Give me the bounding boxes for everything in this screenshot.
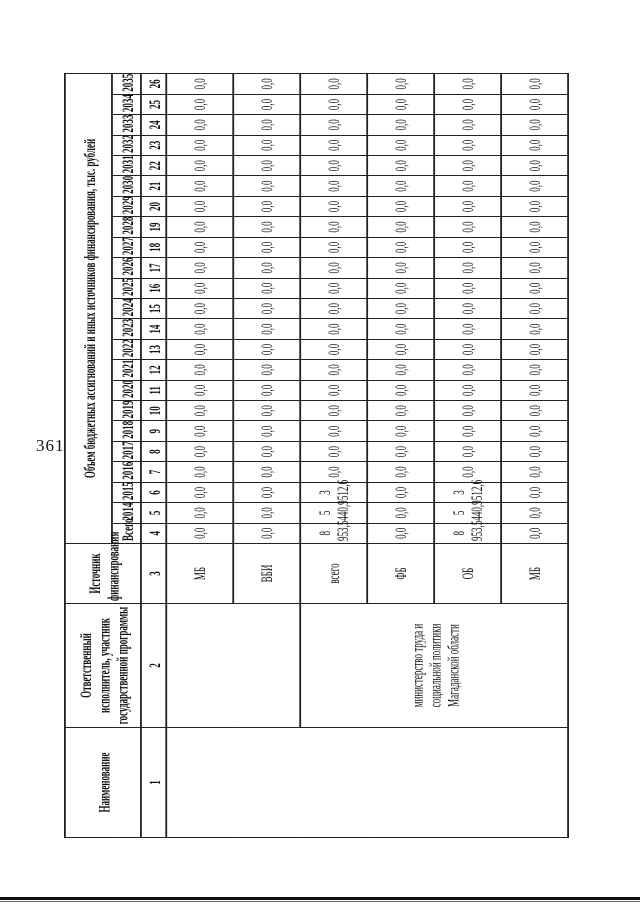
value-cell: 0,0 xyxy=(501,462,568,482)
column-number: 8 xyxy=(141,441,166,461)
value-cell: 0,0 xyxy=(300,421,367,441)
value-cell: 0,0 xyxy=(233,298,300,318)
value-cell: 0,0 xyxy=(166,278,233,298)
header-year: 2019 xyxy=(112,401,141,421)
value-cell: 0,0 xyxy=(300,462,367,482)
header-year: 2035 xyxy=(112,74,141,95)
value-cell: 0,0 xyxy=(166,319,233,339)
column-number: 19 xyxy=(141,217,166,237)
value-cell: 0,0 xyxy=(166,380,233,400)
value-cell: 8 953,5 xyxy=(300,523,367,543)
value-cell: 0,0 xyxy=(233,462,300,482)
value-cell: 0,0 xyxy=(367,176,434,196)
value-cell: 0,0 xyxy=(367,503,434,523)
value-cell: 0,0 xyxy=(300,380,367,400)
value-cell: 0,0 xyxy=(434,441,501,461)
value-cell: 0,0 xyxy=(300,319,367,339)
value-cell: 0,0 xyxy=(166,441,233,461)
header-year: 2020 xyxy=(112,380,141,400)
value-cell: 0,0 xyxy=(300,298,367,318)
value-cell: 0,0 xyxy=(501,135,568,155)
column-number: 1 xyxy=(141,728,166,838)
value-cell: 0,0 xyxy=(300,115,367,135)
value-cell: 0,0 xyxy=(501,237,568,257)
value-cell: 0,0 xyxy=(434,196,501,216)
value-cell: 0,0 xyxy=(367,421,434,441)
value-cell: 0,0 xyxy=(367,482,434,502)
value-cell: 0,0 xyxy=(233,482,300,502)
value-cell: 0,0 xyxy=(367,115,434,135)
source-cell: ОБ xyxy=(434,544,501,604)
financing-table xyxy=(64,73,569,838)
value-cell: 0,0 xyxy=(501,74,568,95)
value-cell: 0,0 xyxy=(233,278,300,298)
value-cell: 0,0 xyxy=(367,278,434,298)
header-year: 2030 xyxy=(112,176,141,196)
value-cell: 0,0 xyxy=(367,462,434,482)
header-year: 2029 xyxy=(112,196,141,216)
column-number: 11 xyxy=(141,380,166,400)
value-cell: 0,0 xyxy=(166,115,233,135)
column-number: 25 xyxy=(141,94,166,114)
column-number: 18 xyxy=(141,237,166,257)
column-number: 17 xyxy=(141,258,166,278)
value-cell: 0,0 xyxy=(434,176,501,196)
value-cell: 0,0 xyxy=(434,319,501,339)
value-cell: 0,0 xyxy=(166,155,233,175)
value-cell: 0,0 xyxy=(166,360,233,380)
bottom-rule-thin xyxy=(0,901,640,902)
value-cell: 0,0 xyxy=(300,155,367,175)
value-cell: 0,0 xyxy=(233,135,300,155)
column-number: 21 xyxy=(141,176,166,196)
header-year: 2032 xyxy=(112,135,141,155)
value-cell: 0,0 xyxy=(233,155,300,175)
column-number: 26 xyxy=(141,74,166,95)
value-cell: 0,0 xyxy=(434,421,501,441)
value-cell: 0,0 xyxy=(501,115,568,135)
value-cell: 0,0 xyxy=(501,94,568,114)
value-cell: 0,0 xyxy=(434,237,501,257)
column-number: 15 xyxy=(141,298,166,318)
column-number: 7 xyxy=(141,462,166,482)
value-cell: 0,0 xyxy=(367,319,434,339)
value-cell: 0,0 xyxy=(501,155,568,175)
value-cell: 0,0 xyxy=(233,380,300,400)
value-cell: 0,0 xyxy=(233,339,300,359)
value-cell: 0,0 xyxy=(166,135,233,155)
header-volume: Объем бюджетных ассигнований и иных источников финансирования, тыс. рублей xyxy=(65,74,112,544)
value-cell: 0,0 xyxy=(300,176,367,196)
value-cell: 0,0 xyxy=(434,217,501,237)
header-year: 2017 xyxy=(112,441,141,461)
value-cell: 0,0 xyxy=(166,196,233,216)
value-cell: 0,0 xyxy=(501,196,568,216)
value-cell: 0,0 xyxy=(501,503,568,523)
header-name: Наименование xyxy=(65,728,141,838)
value-cell: 0,0 xyxy=(367,94,434,114)
value-cell: 0,0 xyxy=(166,176,233,196)
table-row xyxy=(166,74,233,838)
bottom-rule xyxy=(0,897,640,900)
value-cell: 0,0 xyxy=(367,217,434,237)
value-cell: 0,0 xyxy=(166,74,233,95)
value-cell: 0,0 xyxy=(300,237,367,257)
column-number: 12 xyxy=(141,360,166,380)
value-cell: 0,0 xyxy=(166,421,233,441)
value-cell: 3 512,6 xyxy=(434,482,501,502)
column-number: 20 xyxy=(141,196,166,216)
column-number: 6 xyxy=(141,482,166,502)
header-year: 2022 xyxy=(112,339,141,359)
value-cell: 0,0 xyxy=(233,401,300,421)
header-year: 2028 xyxy=(112,217,141,237)
value-cell: 0,0 xyxy=(300,94,367,114)
value-cell: 0,0 xyxy=(434,401,501,421)
value-cell: 0,0 xyxy=(434,380,501,400)
value-cell: 0,0 xyxy=(367,380,434,400)
source-cell: ФБ xyxy=(367,544,434,604)
header-year: 2018 xyxy=(112,421,141,441)
value-cell: 0,0 xyxy=(233,237,300,257)
value-cell: 0,0 xyxy=(501,523,568,543)
header-year: 2023 xyxy=(112,319,141,339)
name-cell xyxy=(166,728,568,838)
value-cell: 0,0 xyxy=(233,196,300,216)
value-cell: 0,0 xyxy=(434,360,501,380)
header-responsible: Ответственный исполнитель, участник государственной программы xyxy=(65,604,141,728)
value-cell: 0,0 xyxy=(501,217,568,237)
value-cell: 0,0 xyxy=(166,523,233,543)
value-cell: 0,0 xyxy=(300,278,367,298)
value-cell: 0,0 xyxy=(233,176,300,196)
value-cell: 0,0 xyxy=(434,339,501,359)
value-cell: 0,0 xyxy=(233,258,300,278)
value-cell: 0,0 xyxy=(434,258,501,278)
value-cell: 0,0 xyxy=(233,94,300,114)
column-number: 3 xyxy=(141,544,166,604)
value-cell: 5 440,9 xyxy=(434,503,501,523)
value-cell: 0,0 xyxy=(166,339,233,359)
value-cell: 0,0 xyxy=(434,94,501,114)
value-cell: 0,0 xyxy=(367,441,434,461)
value-cell: 0,0 xyxy=(501,258,568,278)
source-cell: МБ xyxy=(166,544,233,604)
column-numbers-row xyxy=(141,74,166,838)
value-cell: 0,0 xyxy=(300,217,367,237)
value-cell: 3 512,6 xyxy=(300,482,367,502)
column-number: 5 xyxy=(141,503,166,523)
value-cell: 0,0 xyxy=(300,401,367,421)
value-cell: 0,0 xyxy=(501,421,568,441)
value-cell: 0,0 xyxy=(501,278,568,298)
header-year: 2025 xyxy=(112,278,141,298)
value-cell: 0,0 xyxy=(300,441,367,461)
value-cell: 0,0 xyxy=(300,196,367,216)
value-cell: 0,0 xyxy=(233,319,300,339)
value-cell: 0,0 xyxy=(300,360,367,380)
value-cell: 0,0 xyxy=(300,135,367,155)
value-cell: 0,0 xyxy=(501,441,568,461)
header-source: Источник финансирования xyxy=(65,544,141,604)
value-cell: 0,0 xyxy=(501,298,568,318)
column-number: 22 xyxy=(141,155,166,175)
responsible-cell: министерство труда и социальной политики Магаданской области xyxy=(300,604,568,728)
value-cell: 0,0 xyxy=(166,482,233,502)
value-cell: 0,0 xyxy=(501,482,568,502)
value-cell: 0,0 xyxy=(233,74,300,95)
responsible-cell-empty xyxy=(166,604,300,728)
value-cell: 0,0 xyxy=(300,339,367,359)
value-cell: 0,0 xyxy=(233,217,300,237)
value-cell: 0,0 xyxy=(300,258,367,278)
value-cell: 0,0 xyxy=(367,360,434,380)
value-cell: 0,0 xyxy=(233,523,300,543)
source-cell: МБ xyxy=(501,544,568,604)
table-row xyxy=(300,74,367,838)
value-cell: 0,0 xyxy=(434,135,501,155)
value-cell: 0,0 xyxy=(367,135,434,155)
header-total: Всего xyxy=(112,523,141,543)
header-year: 2014 xyxy=(112,503,141,523)
column-number: 10 xyxy=(141,401,166,421)
value-cell: 5 440,9 xyxy=(300,503,367,523)
value-cell: 0,0 xyxy=(434,74,501,95)
source-cell: ВБИ xyxy=(233,544,300,604)
value-cell: 0,0 xyxy=(367,298,434,318)
header-year: 2015 xyxy=(112,482,141,502)
column-number: 23 xyxy=(141,135,166,155)
value-cell: 0,0 xyxy=(434,278,501,298)
header-year: 2026 xyxy=(112,258,141,278)
value-cell: 0,0 xyxy=(233,115,300,135)
value-cell: 0,0 xyxy=(501,401,568,421)
value-cell: 0,0 xyxy=(367,196,434,216)
value-cell: 0,0 xyxy=(166,258,233,278)
column-number: 14 xyxy=(141,319,166,339)
value-cell: 0,0 xyxy=(501,176,568,196)
header-year: 2034 xyxy=(112,94,141,114)
value-cell: 0,0 xyxy=(434,298,501,318)
header-year: 2024 xyxy=(112,298,141,318)
header-year: 2027 xyxy=(112,237,141,257)
value-cell: 0,0 xyxy=(367,237,434,257)
value-cell: 0,0 xyxy=(166,298,233,318)
value-cell: 0,0 xyxy=(434,155,501,175)
column-number: 16 xyxy=(141,278,166,298)
value-cell: 0,0 xyxy=(501,380,568,400)
value-cell: 0,0 xyxy=(367,339,434,359)
column-number: 24 xyxy=(141,115,166,135)
value-cell: 0,0 xyxy=(367,523,434,543)
value-cell: 0,0 xyxy=(166,462,233,482)
value-cell: 0,0 xyxy=(501,360,568,380)
value-cell: 0,0 xyxy=(434,462,501,482)
value-cell: 0,0 xyxy=(233,421,300,441)
value-cell: 0,0 xyxy=(166,94,233,114)
page-number: 361 xyxy=(36,436,65,455)
source-cell: всего xyxy=(300,544,367,604)
value-cell: 0,0 xyxy=(367,401,434,421)
value-cell: 0,0 xyxy=(233,360,300,380)
value-cell: 0,0 xyxy=(367,74,434,95)
value-cell: 0,0 xyxy=(434,115,501,135)
value-cell: 0,0 xyxy=(166,217,233,237)
column-number: 2 xyxy=(141,604,166,728)
value-cell: 0,0 xyxy=(300,74,367,95)
column-number: 9 xyxy=(141,421,166,441)
column-number: 13 xyxy=(141,339,166,359)
header-year: 2031 xyxy=(112,155,141,175)
header-year: 2016 xyxy=(112,462,141,482)
rotated-table-container xyxy=(64,73,569,838)
value-cell: 0,0 xyxy=(166,237,233,257)
value-cell: 0,0 xyxy=(367,258,434,278)
value-cell: 0,0 xyxy=(166,503,233,523)
header-year: 2021 xyxy=(112,360,141,380)
column-number: 4 xyxy=(141,523,166,543)
value-cell: 0,0 xyxy=(501,339,568,359)
value-cell: 0,0 xyxy=(233,441,300,461)
value-cell: 0,0 xyxy=(166,401,233,421)
header-year: 2033 xyxy=(112,115,141,135)
value-cell: 0,0 xyxy=(367,155,434,175)
value-cell: 8 953,5 xyxy=(434,523,501,543)
value-cell: 0,0 xyxy=(233,503,300,523)
value-cell: 0,0 xyxy=(501,319,568,339)
